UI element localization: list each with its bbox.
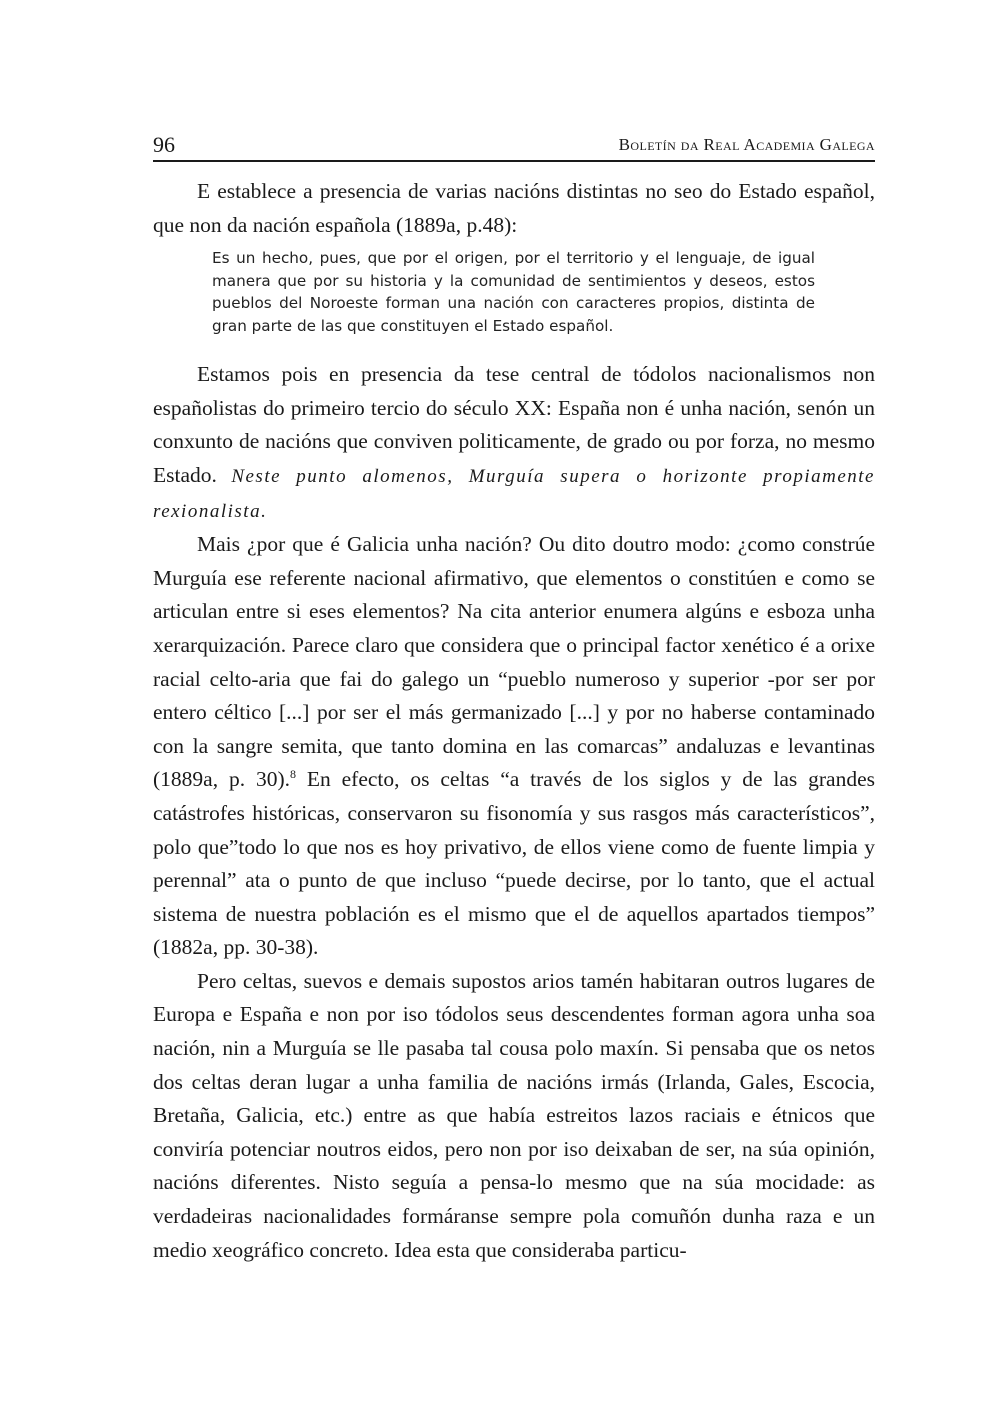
footnote-marker[interactable]: 8 <box>290 767 296 782</box>
paragraph-3-text-a: Mais ¿por que é Galicia unha nación? Ou dito doutro modo: ¿como constrúe Murguía ese referente nacional afirmativo, que elementos o constitúen e como se articulan entre si eses elementos? Na cita anterior enumera algúns e esboza unha xerarquización. Parece claro que considera que o principal factor xenético é a orixe racial celto-aria que fai do galego un “pueblo numeroso y superior -por ser por entero céltico [...] por ser el más germanizado [...] y por no haberse contaminado con la sangre semita, que tanto domina en las comarcas” andaluzas e levantinas (1889a, p. 30). <box>153 532 875 792</box>
block-quote <box>212 247 815 337</box>
paragraph-2-text: Estamos pois en presencia da tese central de tódolos nacionalismos non españolistas do primeiro tercio do século XX: España non é unha nación, senón un conxunto de nacións que conviven politicamente, de grado ou por forza, no mesmo Estado. <box>153 362 875 487</box>
paragraph-3 <box>153 528 875 965</box>
body-text <box>153 175 875 1267</box>
paragraph-3-text-b: En efecto, os celtas “a través de los siglos y de las grandes catástrofes históricas, conservaron su fisonomía y sus rasgos más característicos”, polo que”todo lo que nos es hoy privativo, de ellos viene como de fuente limpia y perennal” ata o punto de que incluso “puede decirse, por lo tanto, que el actual sistema de nuestra población es el mismo que el de aquellos apartados tiempos” (1882a, pp. 30-38). <box>153 767 875 960</box>
journal-title: Boletín da Real Academia Galega <box>618 135 875 154</box>
page-number: 96 <box>153 132 175 157</box>
quote-text: Es un hecho, pues, que por el origen, por el territorio y el lenguaje, de igual manera que por su historia y la comunidad de sentimientos y deseos, estos pueblos del Noroeste forman una nación con caracteres propios, distinta de gran parte de las que constituyen el Estado español. <box>212 249 815 335</box>
paragraph-2-italic: Neste punto alomenos, Murguía supera o horizonte propiamente rexionalista. <box>153 465 875 522</box>
paragraph-2 <box>153 358 875 528</box>
running-header <box>153 130 875 162</box>
paragraph-1: E establece a presencia de varias nacións distintas no seo do Estado español, que non da nación española (1889a, p.48): <box>153 179 875 237</box>
paragraph-4: Pero celtas, suevos e demais supostos arios tamén habitaran outros lugares de Europa e España e non por iso tódolos seus descendentes forman agora unha soa nación, nin a Murguía se lle pasaba tal cousa polo maxín. Si pensaba que os netos dos celtas deran lugar a unha familia de nacións irmás (Irlanda, Gales, Escocia, Bretaña, Galicia, etc.) entre as que había estreitos lazos raciais e étnicos que conviría potenciar noutros eidos, pero non por iso deixaban de ser, na súa opinión, nacións diferentes. Nisto seguía a pensa-lo mesmo que na súa mocidade: as verdadeiras nacionalidades formáranse sempre pola comuñón dunha raza e un medio xeográfico concreto. Idea esta que consideraba particu- <box>153 968 875 1262</box>
